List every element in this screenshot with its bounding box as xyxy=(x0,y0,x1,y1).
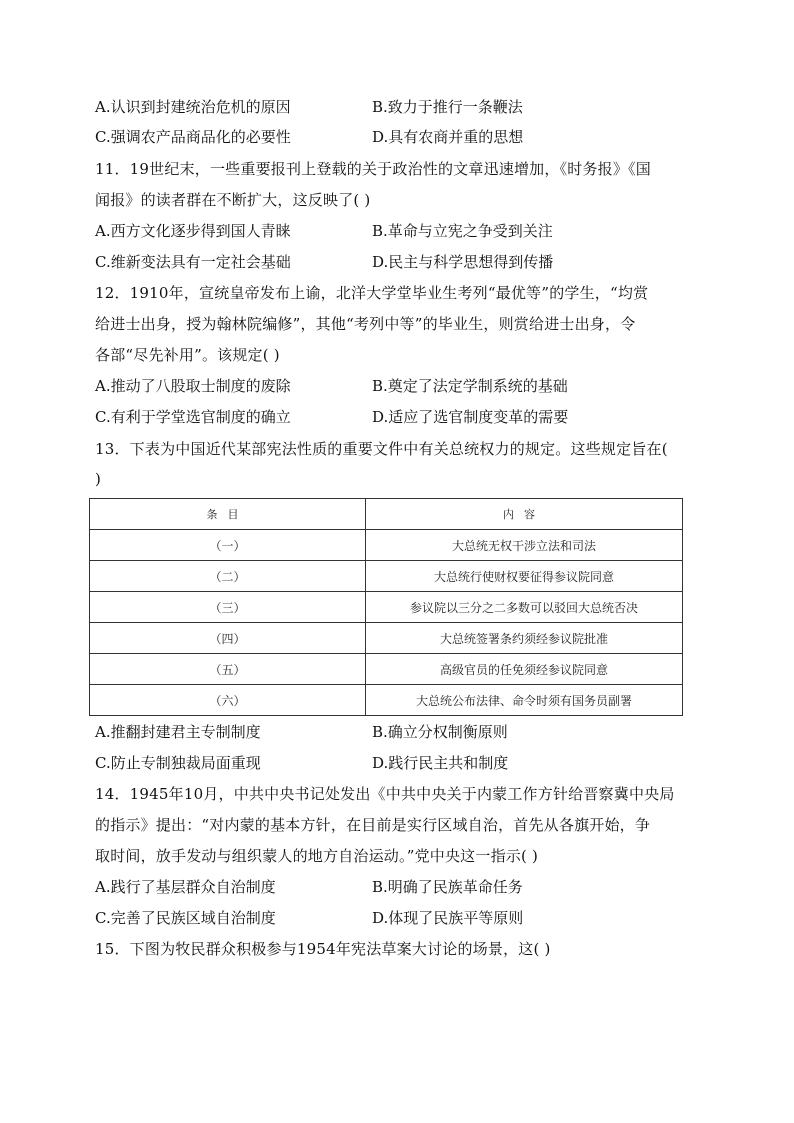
table-row xyxy=(90,654,683,685)
q13-options-row-2 xyxy=(95,752,699,774)
table-row xyxy=(90,592,683,623)
q11-options-row-1 xyxy=(95,220,699,242)
q13-option-c[interactable]: C.防止专制独裁局面重现 xyxy=(95,754,261,772)
table-cell-content: 参议院以三分之二多数可以驳回大总统否决 xyxy=(366,592,683,623)
q12-stem-line-2: 给进士出身，授为翰林院编修”，其他“考列中等”的毕业生，则赏给进士出身，令 xyxy=(95,315,636,333)
q10-options-row-1 xyxy=(95,96,699,118)
q11-stem-line-2: 闻报》的读者群在不断扩大，这反映了( ) xyxy=(95,191,371,209)
table-cell-item: （四） xyxy=(90,623,366,654)
table-cell-item: （二） xyxy=(90,561,366,592)
q12-options-row-1 xyxy=(95,375,699,397)
q14-stem-line-3: 取时间，放手发动与组织蒙人的地方自治运动。”党中央这一指示( ) xyxy=(95,847,539,865)
q14-option-d[interactable]: D.体现了民族平等原则 xyxy=(372,909,524,927)
table-cell-content: 高级官员的任免须经参议院同意 xyxy=(366,654,683,685)
table-row xyxy=(90,623,683,654)
table-cell-content: 大总统公布法律、命令时须有国务员副署 xyxy=(366,685,683,716)
q14-options-row-2 xyxy=(95,907,699,929)
table-header-row xyxy=(90,499,683,530)
table-cell-item: （三） xyxy=(90,592,366,623)
q12-option-a[interactable]: A.推动了八股取士制度的废除 xyxy=(95,377,291,395)
q12-option-c[interactable]: C.有利于学堂选官制度的确立 xyxy=(95,408,291,426)
q11-option-b[interactable]: B.革命与立宪之争受到关注 xyxy=(372,222,553,240)
q12-stem-line-3: 各部“尽先补用”。该规定( ) xyxy=(95,346,280,364)
table-cell-content: 大总统无权干涉立法和司法 xyxy=(366,530,683,561)
table-cell-content: 大总统行使财权要征得参议院同意 xyxy=(366,561,683,592)
q11-options-row-2 xyxy=(95,251,699,273)
table-cell-content: 大总统签署条约须经参议院批准 xyxy=(366,623,683,654)
q12-option-d[interactable]: D.适应了选官制度变革的需要 xyxy=(372,408,569,426)
q11-stem-line-1: 11．19世纪末，一些重要报刊上登载的关于政治性的文章迅速增加，《时务报》《国 xyxy=(95,160,651,178)
q10-option-d[interactable]: D.具有农商并重的思想 xyxy=(372,128,524,146)
table-cell-item: （六） xyxy=(90,685,366,716)
q11-option-c[interactable]: C.维新变法具有一定社会基础 xyxy=(95,253,291,271)
q14-option-b[interactable]: B.明确了民族革命任务 xyxy=(372,878,523,896)
q13-option-d[interactable]: D.践行民主共和制度 xyxy=(372,754,509,772)
table-cell-item: （五） xyxy=(90,654,366,685)
q14-stem-line-2: 的指示》提出：“对内蒙的基本方针，在目前是实行区域自治，首先从各旗开始，争 xyxy=(95,816,651,834)
q10-options-row-2 xyxy=(95,126,699,148)
table-row xyxy=(90,685,683,716)
q10-option-a[interactable]: A.认识到封建统治危机的原因 xyxy=(95,98,291,116)
table-header-content: 内容 xyxy=(366,499,683,530)
q14-option-a[interactable]: A.践行了基层群众自治制度 xyxy=(95,878,276,896)
q12-stem-line-1: 12．1910年，宣统皇帝发布上谕，北洋大学堂毕业生考列“最优等”的学生，“均赏 xyxy=(95,284,649,302)
q13-option-b[interactable]: B.确立分权制衡原则 xyxy=(372,723,508,741)
q11-option-a[interactable]: A.西方文化逐步得到国人青睐 xyxy=(95,222,291,240)
table-row xyxy=(90,530,683,561)
q13-stem-line-1: 13．下表为中国近代某部宪法性质的重要文件中有关总统权力的规定。这些规定旨在( xyxy=(95,440,668,458)
q14-stem-line-1: 14．1945年10月，中共中央书记处发出《中共中央关于内蒙工作方针给晋察冀中央局 xyxy=(95,785,675,803)
table-cell-item: （一） xyxy=(90,530,366,561)
q10-option-c[interactable]: C.强调农产品商品化的必要性 xyxy=(95,128,291,146)
q13-option-a[interactable]: A.推翻封建君主专制制度 xyxy=(95,723,261,741)
table-header-item: 条目 xyxy=(90,499,366,530)
q13-options-row-1 xyxy=(95,721,699,743)
q13-stem-line-2: ) xyxy=(95,470,102,488)
q12-options-row-2 xyxy=(95,406,699,428)
table-row xyxy=(90,561,683,592)
q12-option-b[interactable]: B.奠定了法定学制系统的基础 xyxy=(372,377,568,395)
constitution-table xyxy=(89,498,683,716)
q14-options-row-1 xyxy=(95,876,699,898)
q11-option-d[interactable]: D.民主与科学思想得到传播 xyxy=(372,253,554,271)
q10-option-b[interactable]: B.致力于推行一条鞭法 xyxy=(372,98,523,116)
q14-option-c[interactable]: C.完善了民族区域自治制度 xyxy=(95,909,276,927)
q15-stem-line-1: 15．下图为牧民群众积极参与1954年宪法草案大讨论的场景，这( ) xyxy=(95,940,551,958)
